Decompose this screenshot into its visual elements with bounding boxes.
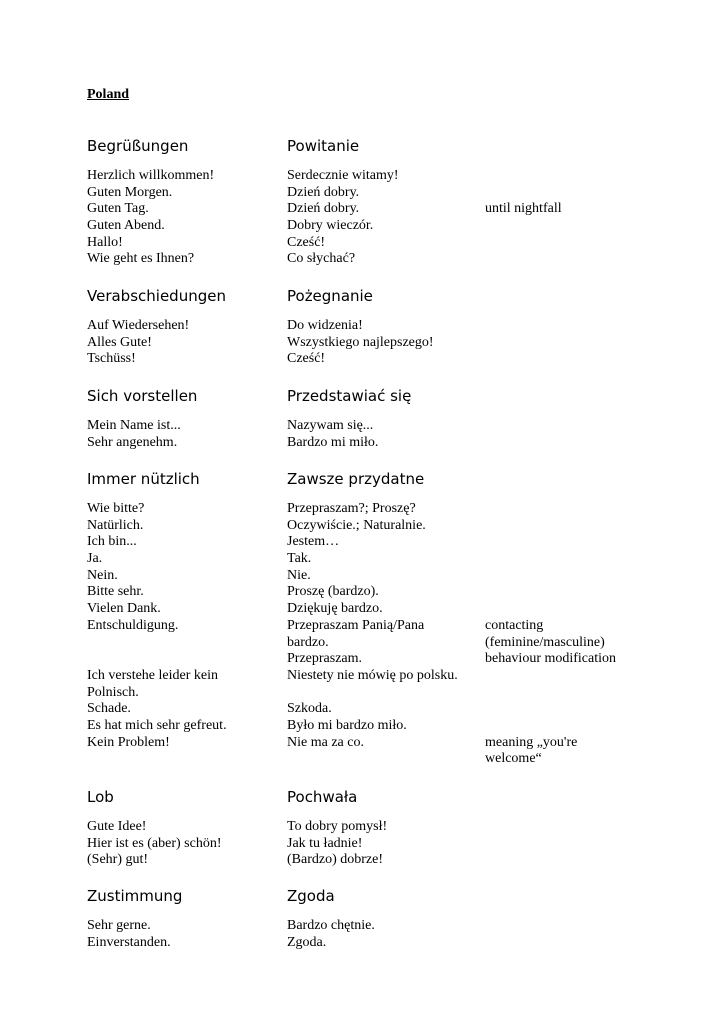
phrase-row xyxy=(0,168,724,185)
phrase-german: Ja. xyxy=(87,551,103,567)
phrase-row xyxy=(0,335,724,352)
phrase-list xyxy=(0,168,724,268)
phrase-section xyxy=(0,286,724,368)
phrase-polish: Jak tu ładnie! xyxy=(287,835,363,851)
phrase-row xyxy=(0,601,724,618)
phrase-german: Wie geht es Ihnen? xyxy=(87,251,195,267)
phrase-row xyxy=(0,518,724,535)
phrase-list xyxy=(0,501,724,768)
phrase-german: Natürlich. xyxy=(87,517,144,533)
phrase-row xyxy=(0,819,724,836)
phrase-row xyxy=(0,935,724,952)
phrase-row xyxy=(0,718,724,735)
phrase-row xyxy=(0,651,724,668)
phrase-list xyxy=(0,819,724,869)
phrase-row xyxy=(0,836,724,853)
phrase-polish: Jestem… xyxy=(287,534,340,550)
section-heading-german: Zustimmung xyxy=(87,887,183,905)
phrase-polish: Bardzo chętnie. xyxy=(287,918,375,933)
phrase-section xyxy=(0,787,724,869)
phrase-german: Tschüss! xyxy=(87,351,136,367)
phrase-row xyxy=(0,735,724,768)
phrase-polish: Serdecznie witamy! xyxy=(287,168,399,183)
phrase-polish: (Bardzo) dobrze! xyxy=(287,852,384,868)
section-heading-german: Lob xyxy=(87,788,114,806)
section-heading-row xyxy=(0,886,724,906)
phrase-list xyxy=(0,318,724,368)
phrase-polish: Dzień dobry. xyxy=(287,201,360,217)
phrase-polish: Dziękuję bardzo. xyxy=(287,601,383,617)
phrase-row xyxy=(0,568,724,585)
phrase-list xyxy=(0,418,724,451)
phrase-note: behaviour modification xyxy=(485,651,617,667)
phrase-row xyxy=(0,918,724,935)
phrase-german: Bitte sehr. xyxy=(87,584,144,600)
phrase-german: Kein Problem! xyxy=(87,734,170,750)
phrase-section xyxy=(0,886,724,951)
phrase-german: Einverstanden. xyxy=(87,934,171,950)
phrase-german: Nein. xyxy=(87,567,118,583)
section-heading-german: Sich vorstellen xyxy=(87,387,198,405)
section-heading-polish: Zawsze przydatne xyxy=(287,470,425,488)
phrase-row xyxy=(0,318,724,335)
phrase-german: Guten Tag. xyxy=(87,201,149,217)
phrase-german: Mein Name ist... xyxy=(87,418,181,433)
phrase-polish: Oczywiście.; Naturalnie. xyxy=(287,517,426,533)
section-heading-polish: Pochwała xyxy=(287,788,358,806)
phrase-german: Ich verstehe leider kein Polnisch. xyxy=(87,667,218,700)
phrase-german: Guten Morgen. xyxy=(87,184,173,200)
phrase-german: Schade. xyxy=(87,701,131,717)
phrase-section xyxy=(0,136,724,268)
phrase-polish: Nie. xyxy=(287,567,311,583)
phrase-polish: Dzień dobry. xyxy=(287,184,360,200)
phrase-row xyxy=(0,351,724,368)
phrase-german: Es hat mich sehr gefreut. xyxy=(87,717,227,733)
phrase-german: Entschuldigung. xyxy=(87,617,179,633)
phrase-german: Wie bitte? xyxy=(87,501,145,516)
section-heading-german: Immer nützlich xyxy=(87,470,200,488)
phrase-polish: Proszę (bardzo). xyxy=(287,584,379,600)
phrase-row xyxy=(0,201,724,218)
phrase-german: Auf Wiedersehen! xyxy=(87,318,190,333)
section-heading-polish: Przedstawiać się xyxy=(287,387,412,405)
phrase-german: (Sehr) gut! xyxy=(87,852,149,868)
phrase-row xyxy=(0,185,724,202)
phrase-german: Hier ist es (aber) schön! xyxy=(87,835,222,851)
phrase-row xyxy=(0,618,724,651)
phrase-section xyxy=(0,469,724,768)
phrase-row xyxy=(0,418,724,435)
section-heading-row xyxy=(0,469,724,489)
section-heading-polish: Zgoda xyxy=(287,887,335,905)
phrase-german: Sehr gerne. xyxy=(87,918,151,933)
phrase-polish: Szkoda. xyxy=(287,701,332,717)
phrase-section xyxy=(0,386,724,451)
phrase-german: Guten Abend. xyxy=(87,218,165,234)
phrase-polish: Zgoda. xyxy=(287,934,327,950)
section-heading-row xyxy=(0,787,724,807)
phrase-polish: Nazywam się... xyxy=(287,418,374,433)
phrase-polish: Niestety nie mówię po polsku. xyxy=(287,667,458,683)
phrase-row xyxy=(0,235,724,252)
section-heading-row xyxy=(0,386,724,406)
phrase-german: Gute Idee! xyxy=(87,819,147,834)
phrase-polish: Cześć! xyxy=(287,351,326,367)
phrase-german: Vielen Dank. xyxy=(87,601,161,617)
phrase-row xyxy=(0,701,724,718)
phrase-polish: To dobry pomysł! xyxy=(287,819,388,834)
document-title: Poland xyxy=(87,87,130,102)
phrase-german: Sehr angenehm. xyxy=(87,434,178,450)
phrase-german: Ich bin... xyxy=(87,534,137,550)
phrase-polish: Tak. xyxy=(287,551,312,567)
phrase-polish: Nie ma za co. xyxy=(287,734,364,750)
phrase-polish: Co słychać? xyxy=(287,251,356,267)
phrase-row xyxy=(0,584,724,601)
phrase-german: Alles Gute! xyxy=(87,334,152,350)
phrase-polish: Przepraszam. xyxy=(287,651,363,667)
phrase-row xyxy=(0,501,724,518)
phrase-polish: Było mi bardzo miło. xyxy=(287,717,407,733)
phrase-german: Herzlich willkommen! xyxy=(87,168,215,183)
phrase-german: Hallo! xyxy=(87,234,123,250)
phrase-note: contacting (feminine/masculine) xyxy=(485,617,605,650)
section-heading-german: Verabschiedungen xyxy=(87,287,226,305)
phrase-polish: Do widzenia! xyxy=(287,318,363,333)
phrase-row xyxy=(0,852,724,869)
section-heading-row xyxy=(0,136,724,156)
phrase-row xyxy=(0,218,724,235)
phrase-polish: Przepraszam?; Proszę? xyxy=(287,501,416,516)
phrase-row xyxy=(0,435,724,452)
section-heading-polish: Pożegnanie xyxy=(287,287,373,305)
phrase-note: meaning „you're welcome“ xyxy=(485,734,578,767)
phrase-row xyxy=(0,251,724,268)
section-heading-polish: Powitanie xyxy=(287,137,360,155)
phrase-row xyxy=(0,668,724,701)
phrase-row xyxy=(0,551,724,568)
section-heading-german: Begrüßungen xyxy=(87,137,189,155)
section-heading-row xyxy=(0,286,724,306)
phrase-polish: Dobry wieczór. xyxy=(287,218,374,234)
phrase-polish: Bardzo mi miło. xyxy=(287,434,379,450)
phrase-note: until nightfall xyxy=(485,201,562,217)
phrase-polish: Przepraszam Panią/Pana bardzo. xyxy=(287,617,425,650)
phrase-polish: Cześć! xyxy=(287,234,326,250)
phrase-row xyxy=(0,534,724,551)
phrase-polish: Wszystkiego najlepszego! xyxy=(287,334,434,350)
phrase-list xyxy=(0,918,724,951)
